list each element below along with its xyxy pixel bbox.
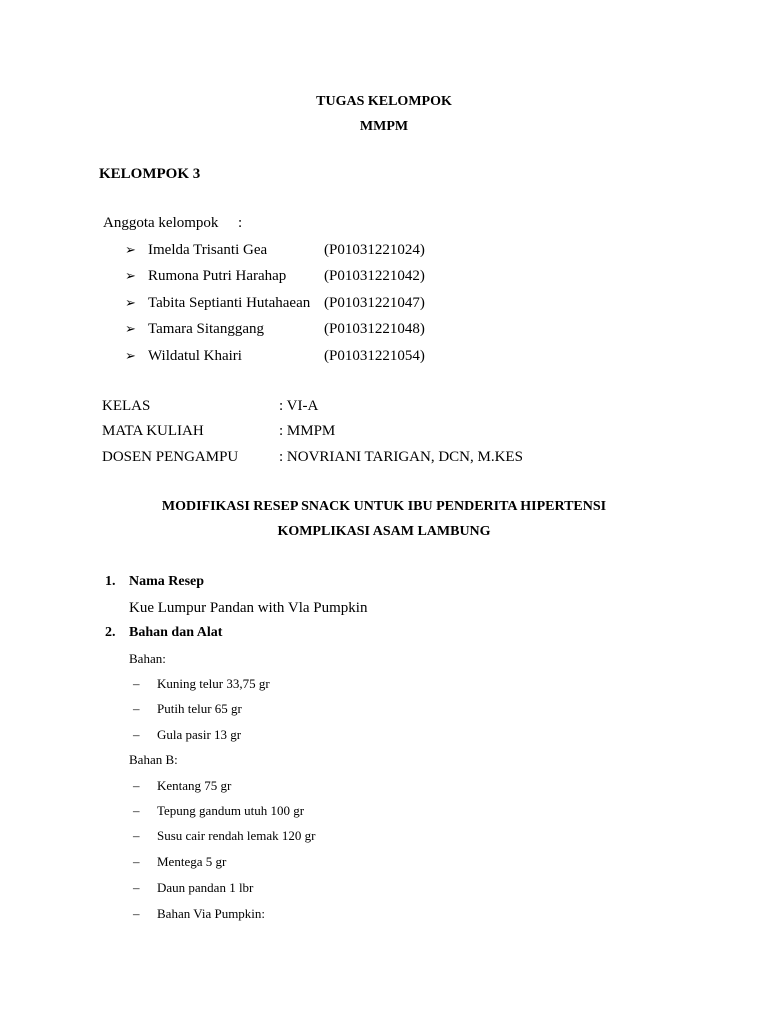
member-name: Wildatul Khairi xyxy=(148,348,242,364)
members-label: Anggota kelompok xyxy=(103,215,219,231)
info-label-mata-kuliah: MATA KULIAH xyxy=(102,423,204,439)
dash-bullet-icon: – xyxy=(133,828,140,843)
ingredient-item: Kentang 75 gr xyxy=(157,778,232,793)
info-value-dosen: : NOVRIANI TARIGAN, DCN, M.KES xyxy=(279,449,523,465)
section-heading: Nama Resep xyxy=(129,574,205,589)
info-value-kelas: : VI-A xyxy=(279,398,319,414)
section-number: 2. xyxy=(105,625,116,640)
group-name: KELOMPOK 3 xyxy=(99,166,201,182)
recipe-title-line-2: KOMPLIKASI ASAM LAMBUNG xyxy=(277,524,491,539)
ingredient-item: Gula pasir 13 gr xyxy=(157,727,242,742)
info-label-dosen: DOSEN PENGAMPU xyxy=(102,449,239,465)
dash-bullet-icon: – xyxy=(133,778,140,793)
document-subtitle: MMPM xyxy=(359,119,409,134)
member-name: Rumona Putri Harahap xyxy=(148,268,287,284)
arrow-bullet-icon: ➢ xyxy=(125,321,136,336)
recipe-name: Kue Lumpur Pandan with Vla Pumpkin xyxy=(129,600,368,616)
member-id: (P01031221054) xyxy=(324,348,425,364)
ingredient-item: Mentega 5 gr xyxy=(157,854,227,869)
member-id: (P01031221024) xyxy=(324,242,425,258)
info-label-kelas: KELAS xyxy=(102,398,151,414)
info-value-mata-kuliah: : MMPM xyxy=(279,423,336,439)
dash-bullet-icon: – xyxy=(133,906,140,921)
member-id: (P01031221048) xyxy=(324,321,425,337)
members-colon: : xyxy=(238,215,243,231)
ingredient-item: Susu cair rendah lemak 120 gr xyxy=(157,828,316,843)
ingredient-item: Bahan Via Pumpkin: xyxy=(157,906,266,921)
recipe-title-line-1: MODIFIKASI RESEP SNACK UNTUK IBU PENDERITA HIPERTENSI xyxy=(161,499,607,514)
member-name: Tabita Septianti Hutahaean xyxy=(148,295,311,311)
group-label: Bahan: xyxy=(129,651,166,666)
ingredient-item: Kuning telur 33,75 gr xyxy=(157,676,270,691)
arrow-bullet-icon: ➢ xyxy=(125,242,136,257)
group-label: Bahan B: xyxy=(129,752,178,767)
member-id: (P01031221042) xyxy=(324,268,425,284)
ingredient-item: Putih telur 65 gr xyxy=(157,701,242,716)
arrow-bullet-icon: ➢ xyxy=(125,295,136,310)
dash-bullet-icon: – xyxy=(133,880,140,895)
dash-bullet-icon: – xyxy=(133,701,140,716)
ingredient-item: Tepung gandum utuh 100 gr xyxy=(157,803,305,818)
dash-bullet-icon: – xyxy=(133,854,140,869)
document-title: TUGAS KELOMPOK xyxy=(316,94,452,109)
member-name: Imelda Trisanti Gea xyxy=(148,242,268,258)
dash-bullet-icon: – xyxy=(133,803,140,818)
member-name: Tamara Sitanggang xyxy=(148,321,264,337)
dash-bullet-icon: – xyxy=(133,676,140,691)
arrow-bullet-icon: ➢ xyxy=(125,268,136,283)
section-heading: Bahan dan Alat xyxy=(129,625,223,640)
member-id: (P01031221047) xyxy=(324,295,425,311)
ingredient-item: Daun pandan 1 lbr xyxy=(157,880,254,895)
section-number: 1. xyxy=(105,574,116,589)
dash-bullet-icon: – xyxy=(133,727,140,742)
arrow-bullet-icon: ➢ xyxy=(125,348,136,363)
